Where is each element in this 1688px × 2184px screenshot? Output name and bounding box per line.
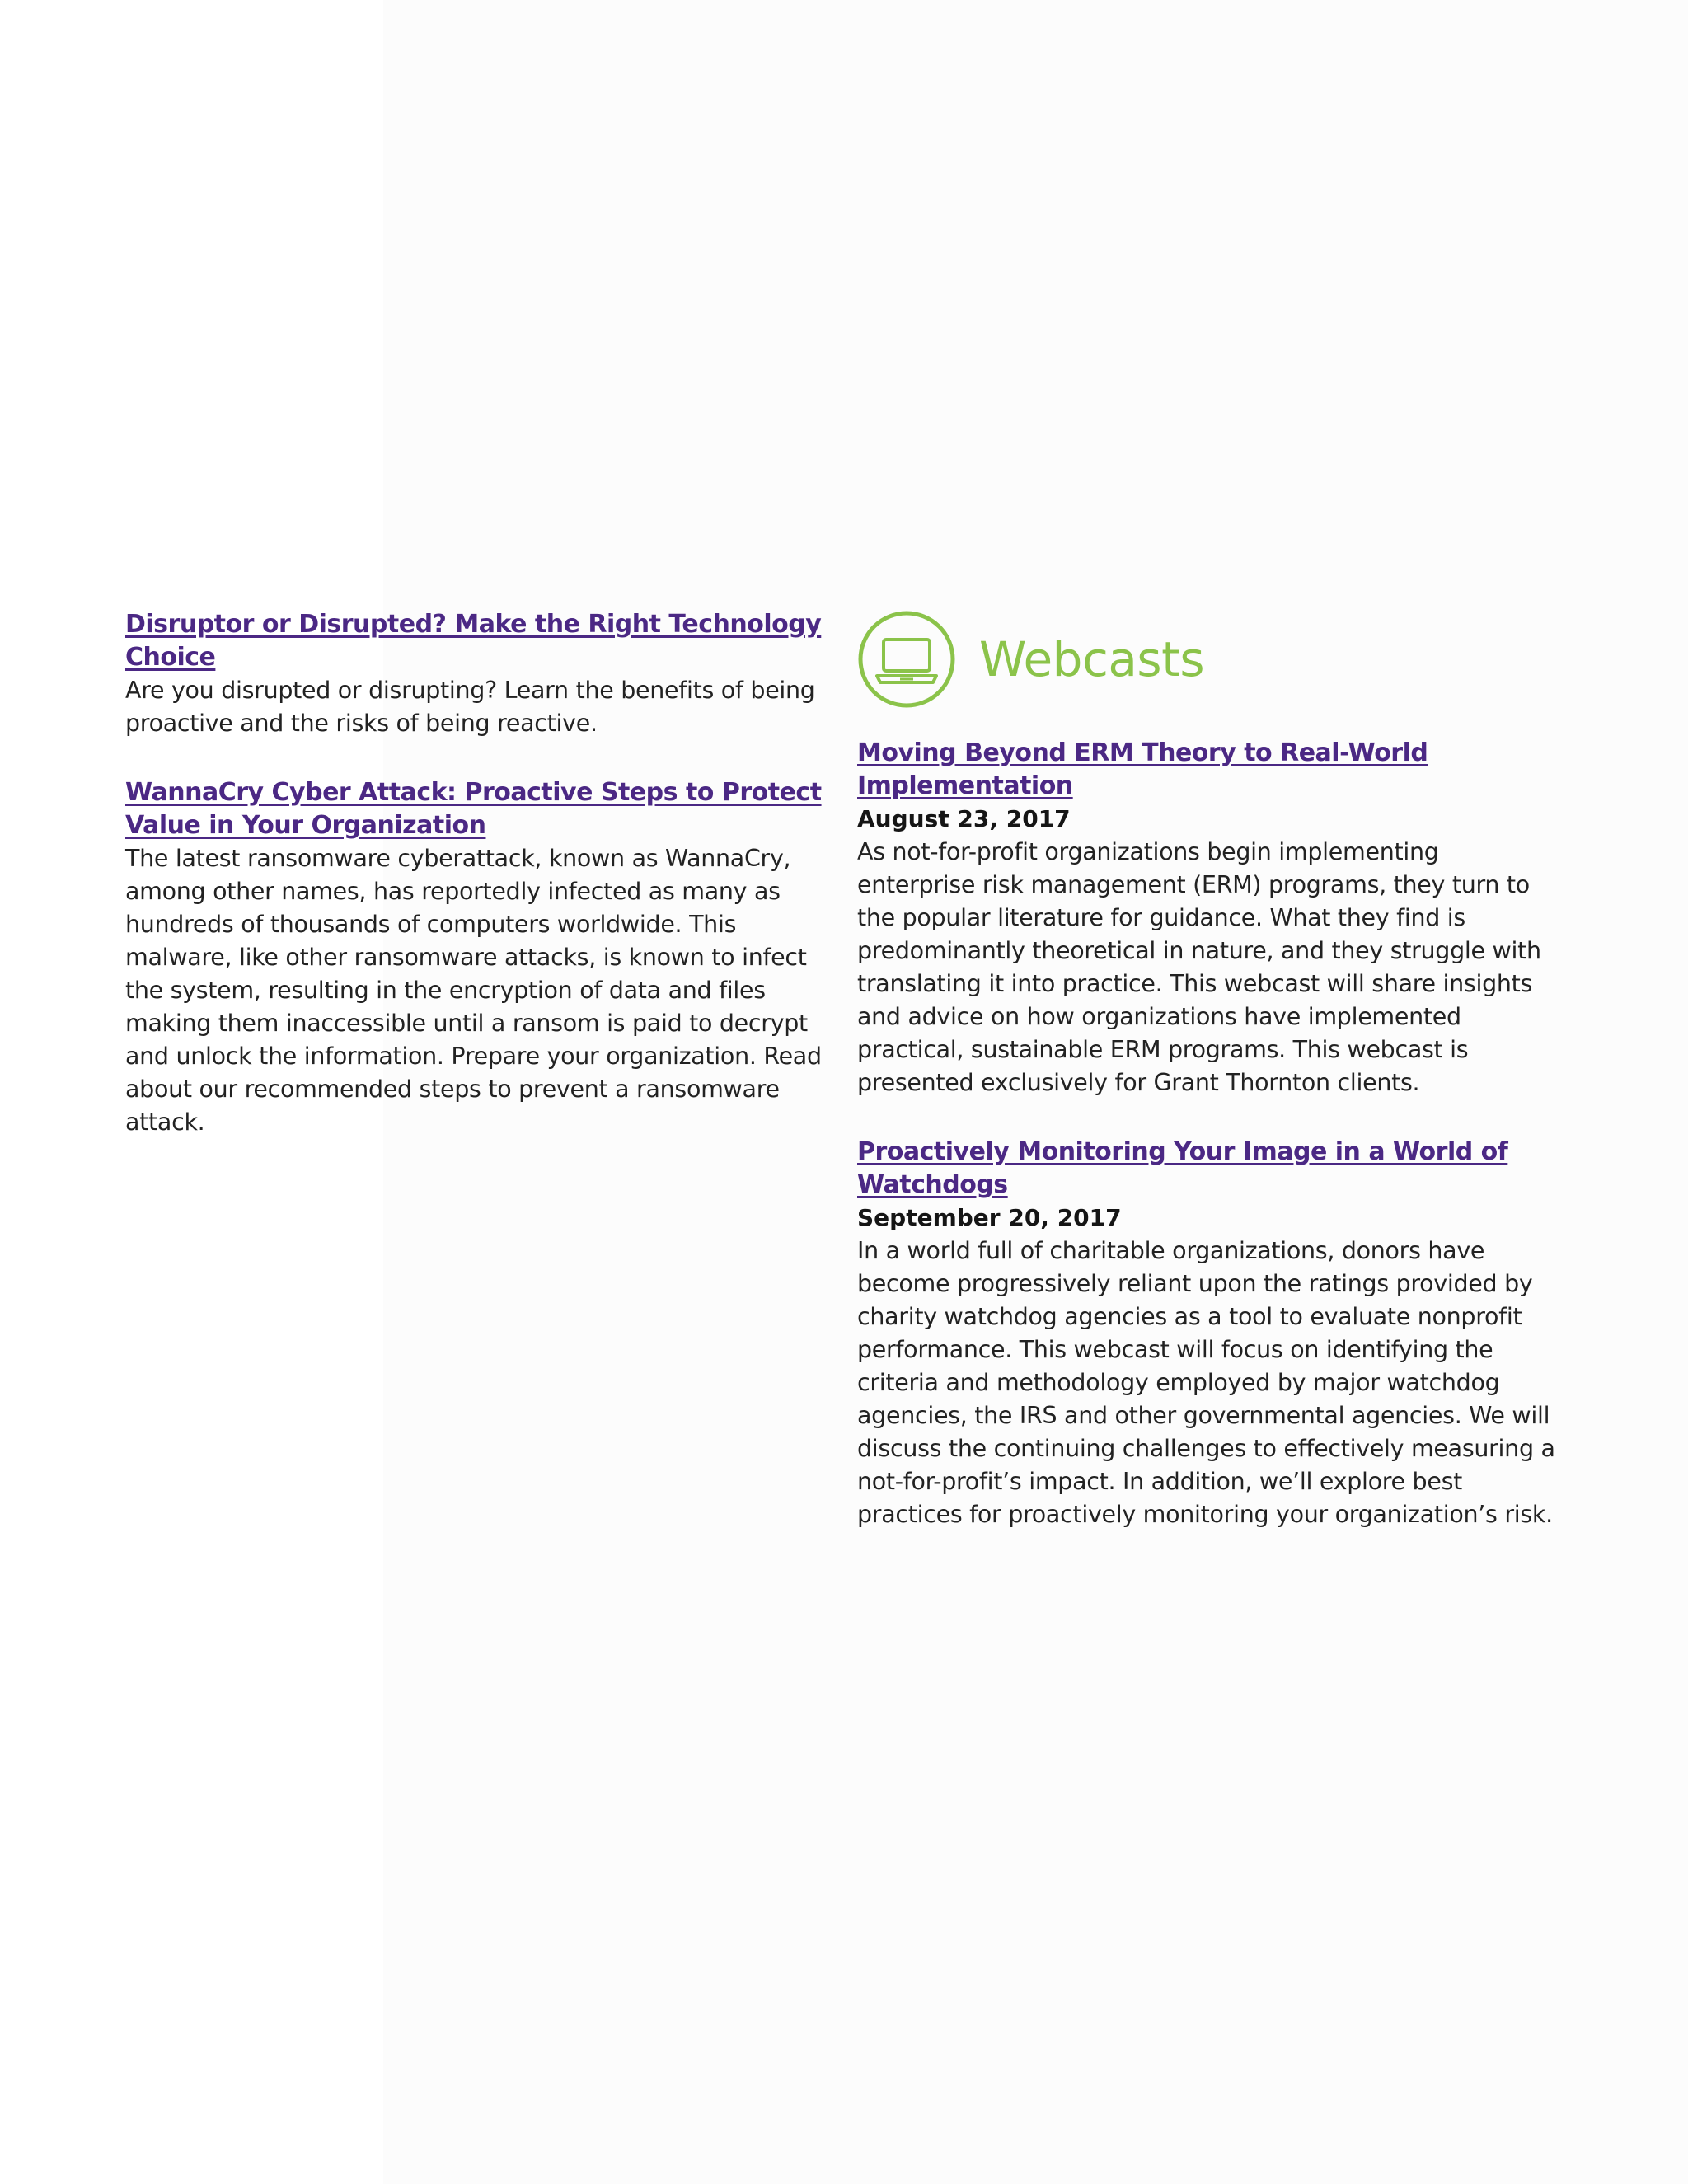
webcast-description: As not-for-profit organizations begin implementing enterprise risk management (ERM) programs, they turn to the popular literature for guidance. What they find is predominantly theoretical in nature, and they struggle with translating it into practice. This webcast will share insights and advice on how organizations have implemented practical, sustainable ERM programs. This webcast is presented exclusively for Grant Thornton clients. <box>857 838 1541 1096</box>
webcasts-title: Webcasts <box>979 631 1205 687</box>
webcast-description: In a world full of charitable organizations, donors have become progressively reliant upon the ratings provided by charity watchdog agencies as a tool to evaluate nonprofit performance. This webcast will focus on identifying the criteria and methodology employed by major watchdog agencies, the IRS and other governmental agencies. We will discuss the continuing challenges to effectively measuring a not-for-profit’s impact. In addition, we’ll explore best practices for proactively monitoring your organization’s risk. <box>857 1237 1555 1528</box>
webcasts-header <box>857 608 1562 710</box>
webcast-date: August 23, 2017 <box>857 805 1071 832</box>
article-description: The latest ransomware cyberattack, known as WannaCry, among other names, has reportedly infected as many as hundreds of thousands of computers worldwide. This malware, like other ransomware attacks, is known to infect the system, resulting in the encryption of data and files making them inaccessible until a ransom is paid to decrypt and unlock the information. Prepare your organization. Read about our recommended steps to prevent a ransomware attack. <box>125 845 822 1136</box>
article-item <box>125 776 836 1139</box>
webcast-item <box>857 737 1562 1099</box>
article-link-wannacry[interactable]: WannaCry Cyber Attack: Proactive Steps to Protect Value in Your Organization <box>125 778 822 840</box>
left-column <box>125 608 836 1175</box>
article-description: Are you disrupted or disrupting? Learn the benefits of being proactive and the risks of being reactive. <box>125 677 815 737</box>
right-column <box>857 608 1562 1568</box>
webcast-link-erm[interactable]: Moving Beyond ERM Theory to Real-World Implementation <box>857 738 1428 800</box>
webcast-item <box>857 1136 1562 1531</box>
article-item <box>125 608 836 740</box>
webcast-link-watchdogs[interactable]: Proactively Monitoring Your Image in a World of Watchdogs <box>857 1137 1508 1199</box>
article-link-disruptor[interactable]: Disruptor or Disrupted? Make the Right Technology Choice <box>125 610 822 672</box>
webcast-date: September 20, 2017 <box>857 1204 1122 1231</box>
laptop-icon <box>857 610 956 709</box>
